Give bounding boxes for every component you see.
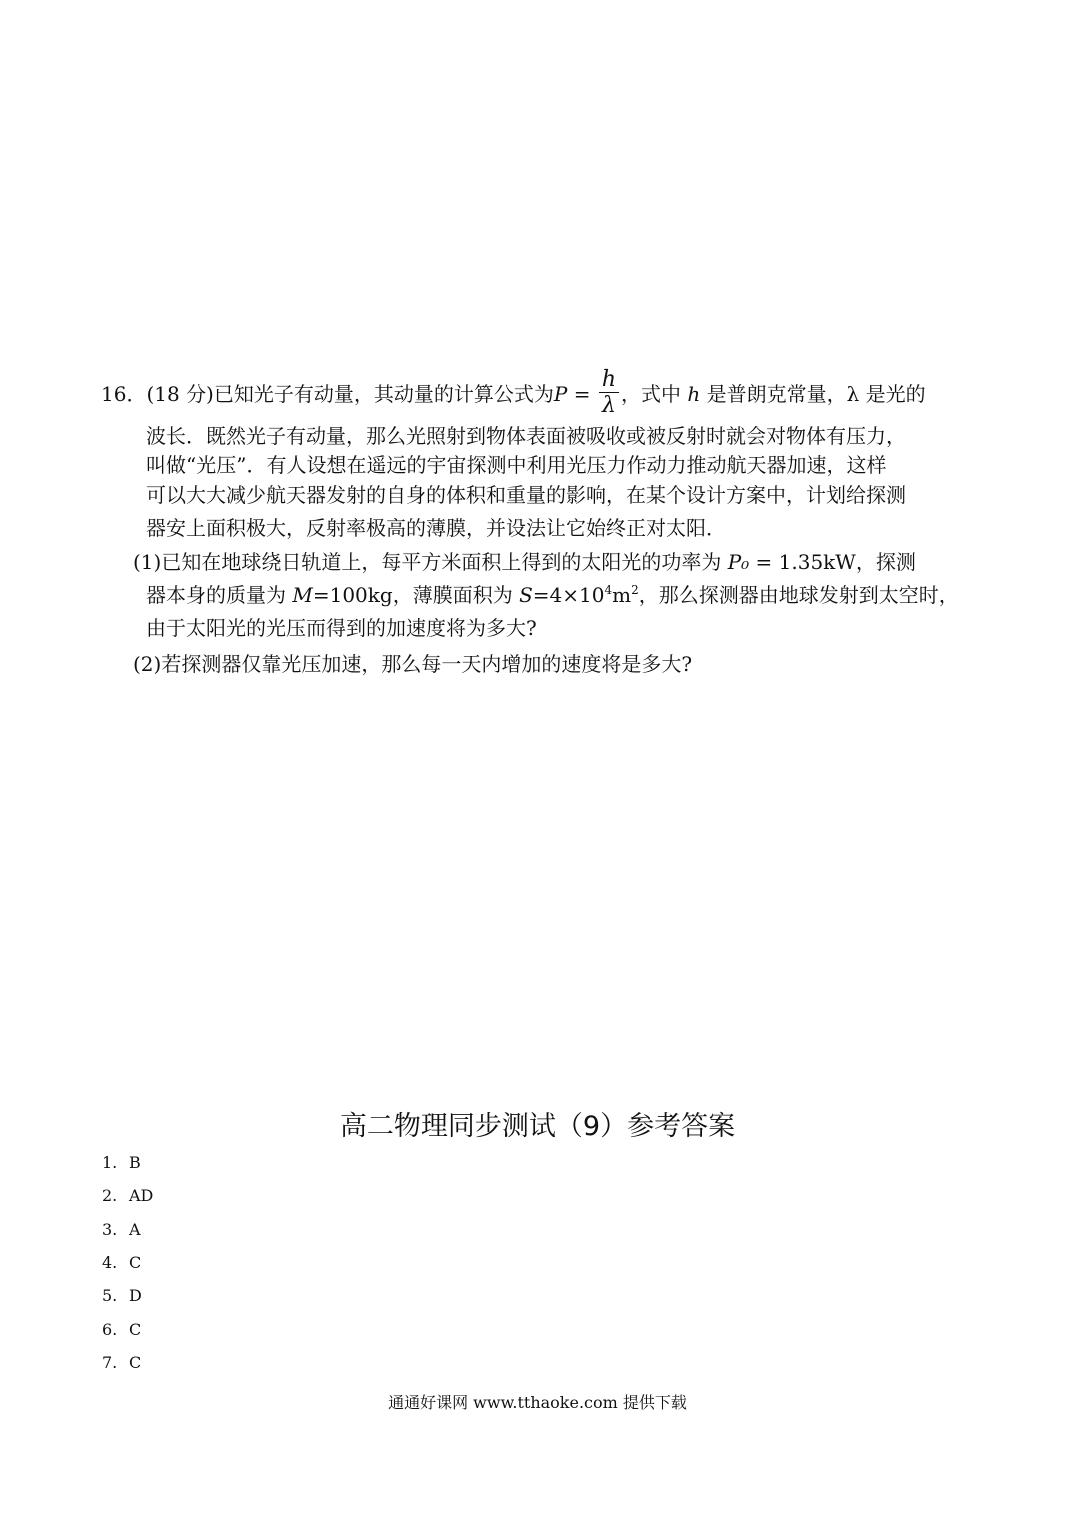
answer-value: D	[129, 1286, 142, 1305]
planck-symbol: h	[687, 382, 701, 406]
answer-number: 4.	[102, 1253, 118, 1272]
part-1-text: = 1.35kW，探测	[749, 550, 916, 574]
question-intro-continued: ，式中	[621, 382, 688, 406]
area-symbol: S	[519, 583, 533, 607]
formula-equals: =	[567, 382, 597, 406]
answer-number: 1.	[102, 1153, 118, 1172]
part-1-text: m	[612, 583, 632, 607]
answer-number: 3.	[102, 1220, 118, 1239]
question-number: 16．	[101, 382, 147, 406]
question-intro-end: 是普朗克常量，λ 是光的	[700, 382, 926, 406]
part-1-text: ，那么探测器由地球发射到太空时，	[638, 583, 959, 607]
answer-value: C	[129, 1353, 142, 1372]
answer-number: 6.	[102, 1320, 118, 1339]
question-16-line-1	[101, 367, 926, 421]
part-1-text: =4×10	[532, 583, 605, 607]
answer-item	[102, 1253, 141, 1273]
question-intro: 已知光子有动量，其动量的计算公式为	[213, 382, 554, 406]
formula-lhs: P	[553, 382, 568, 406]
answer-item	[102, 1286, 142, 1306]
answer-item	[102, 1220, 141, 1240]
momentum-fraction	[599, 368, 619, 419]
exponent: 2	[631, 583, 639, 597]
part-1-text: 器本身的质量为	[146, 583, 293, 607]
question-body-line: 器安上面积极大，反射率极高的薄膜，并设法让它始终正对太阳．	[146, 516, 726, 540]
question-body-line: 叫做“光压”．有人设想在遥远的宇宙探测中利用光压力作动力推动航天器加速，这样	[146, 453, 887, 477]
part-1-line-3: 由于太阳光的光压而得到的加速度将为多大?	[146, 616, 537, 640]
answer-section-title: 高二物理同步测试（9）参考答案	[339, 1111, 736, 1142]
answer-item	[102, 1353, 141, 1373]
part-2-line: (2)若探测器仅靠光压加速，那么每一天内增加的速度将是多大?	[133, 652, 693, 676]
power-symbol: P₀	[727, 550, 750, 574]
part-1-line-2	[146, 582, 959, 608]
mass-symbol: M	[292, 583, 313, 607]
question-points: (18 分)	[146, 382, 214, 406]
answer-value: C	[129, 1253, 142, 1272]
answer-item	[102, 1320, 141, 1340]
answer-value: C	[129, 1320, 142, 1339]
answer-value: AD	[129, 1186, 154, 1205]
answer-number: 5.	[102, 1286, 118, 1305]
fraction-denominator: λ	[601, 393, 616, 418]
question-body-line: 可以大大减少航天器发射的自身的体积和重量的影响，在某个设计方案中，计划给探测	[146, 483, 906, 507]
answer-item	[102, 1186, 153, 1206]
answer-number: 7.	[102, 1353, 118, 1372]
answer-number: 2.	[102, 1186, 118, 1205]
question-body-line: 波长．既然光子有动量，那么光照射到物体表面被吸收或被反射时就会对物体有压力，	[146, 424, 906, 448]
answer-value: A	[129, 1220, 141, 1239]
part-1-line-1	[133, 549, 916, 575]
answer-item	[102, 1153, 141, 1173]
fraction-numerator: h	[599, 368, 619, 393]
answer-value: B	[129, 1153, 141, 1172]
part-1-text: (1)已知在地球绕日轨道上，每平方米面积上得到的太阳光的功率为	[133, 550, 728, 574]
page-footer: 通通好课网 www.tthaoke.com 提供下载	[388, 1393, 687, 1412]
exponent: 4	[604, 583, 613, 597]
part-1-text: =100kg，薄膜面积为	[312, 583, 520, 607]
